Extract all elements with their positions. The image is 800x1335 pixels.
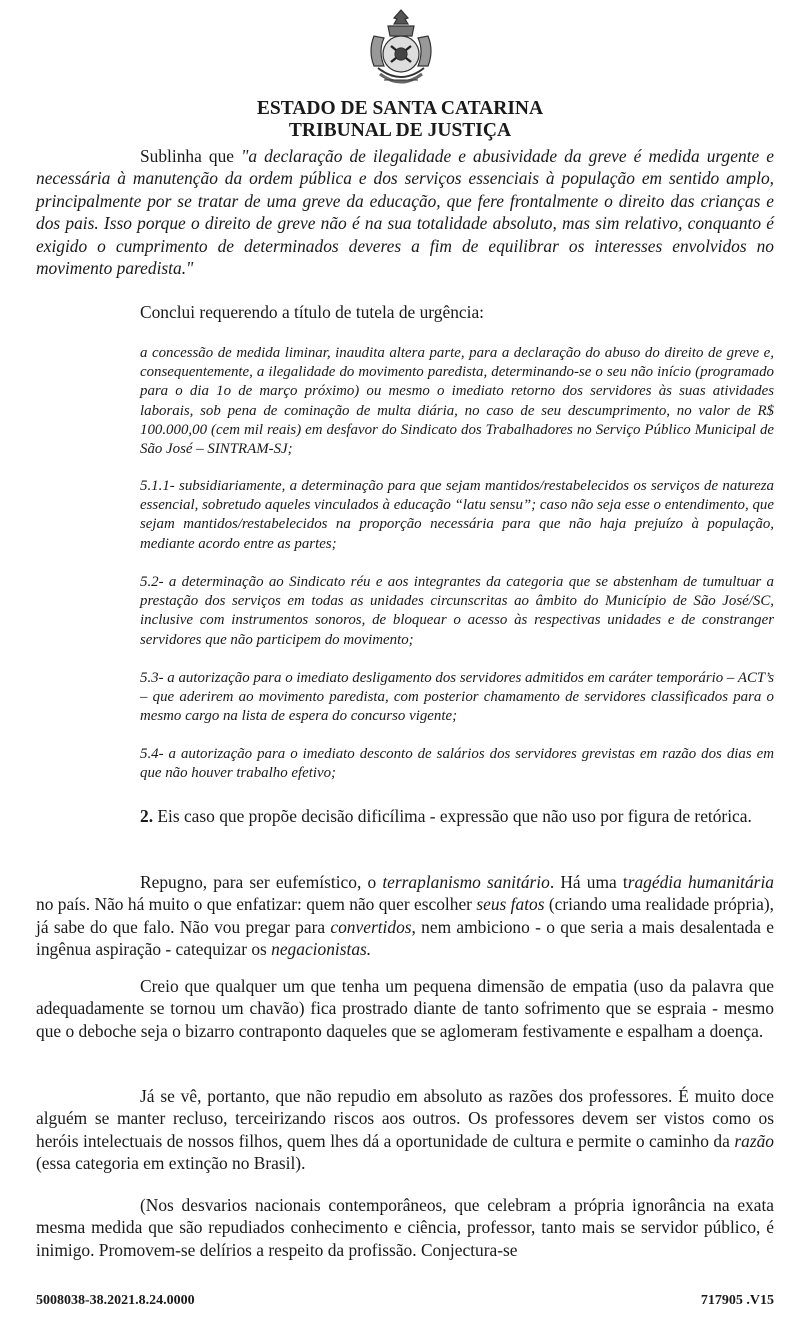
- paragraph-6: [36, 1085, 774, 1175]
- quote-item-2: 5.1.1- subsidiariamente, a determinação para que sejam mantidos/restabelecidos os serviços de natureza essencial, sobretudo aqueles vinculados à educação “latu sensu”; caso não seja esse o entendimento, que sejam mantidos/restabelecidos na proporção necessária para que não haja prejuízo à população, mediante acordo entre as partes;: [140, 478, 774, 552]
- paragraph-4-part-d: ragédia humanitária: [627, 872, 774, 892]
- paragraph-4: [36, 871, 774, 961]
- paragraph-4-part-h: convertidos: [330, 916, 412, 937]
- paragraph-4-part-f: seus fatos: [476, 894, 545, 915]
- paragraph-1-quote: "a declaração de ilegalidade e abusividade da greve é medida urgente e necessária à manutenção da ordem pública e dos serviços essenciais à população em sentido amplo, principalmente por se tratar de uma greve da educação, que fere frontalmente o direito das crianças e dos pais. Isso porque o direito de greve não é na sua totalidade absoluto, mas sim relativo, conquanto é exigido o cumprimento de determinados deveres a fim de equilibrar os interesses envolvidos no movimento paredista.": [36, 146, 774, 279]
- paragraph-5: [36, 975, 774, 1042]
- paragraph-7: [36, 1194, 774, 1261]
- document-code: 717905 .V15: [700, 1293, 774, 1308]
- state-title: ESTADO DE SANTA CATARINA: [256, 98, 544, 119]
- paragraph-6-part-a: Já se vê, portanto, que não repudio em absoluto as razões dos professores. É muito doce alguém se manter recluso, terceirizando riscos aos outros. Os professores devem ser vistos como os heróis intelectuais de nossos filhos, quem lhes dá a oportunidade de cultura e permite o caminho da: [36, 1086, 774, 1151]
- paragraph-4-part-e: no país. Não há muito o que enfatizar: quem não quer escolher: [36, 894, 477, 915]
- paragraph-5-text: Creio que qualquer um que tenha um pequena dimensão de empatia (uso da palavra que adequadamente se tornou um chavão) fica prostrado diante de tanto sofrimento que se espraia - mesmo que o deboche seja o bizarro contraponto daqueles que se aglomeram festivamente e espalham a doença.: [36, 976, 774, 1041]
- paragraph-1-lead: Sublinha que: [140, 146, 242, 166]
- paragraph-4-part-g: (criando uma realidade própria), já sabe do que falo. Não vou pregar para: [36, 894, 774, 937]
- quote-item-5: 5.4- a autorização para o imediato desconto de salários dos servidores grevistas em razão dos dias em que não houver trabalho efetivo;: [140, 746, 774, 782]
- paragraph-7-text: (Nos desvarios nacionais contemporâneos, que celebram a própria ignorância na exata mesma medida que são repudiados conhecimento e ciência, professor, tanto mais se servidor público, é inimigo. Promovem-se delírios a respeito da profissão. Conjectura-se: [36, 1195, 774, 1260]
- paragraph-2: [36, 301, 774, 323]
- paragraph-4-part-c: . Há uma t: [549, 872, 628, 892]
- court-title: TRIBUNAL DE JUSTIÇA: [288, 120, 512, 141]
- section-number: 2.: [140, 806, 154, 826]
- paragraph-2-text: Conclui requerendo a título de tutela de urgência:: [140, 302, 484, 322]
- paragraph-1: [36, 145, 774, 279]
- paragraph-4-part-a: Repugno, para ser eufemístico, o: [140, 872, 383, 892]
- paragraph-6-part-b: razão: [734, 1130, 774, 1151]
- paragraph-3: [36, 805, 774, 827]
- process-number: 5008038-38.2021.8.24.0000: [36, 1293, 195, 1308]
- quote-item-1: a concessão de medida liminar, inaudita altera parte, para a declaração do abuso do direito de greve e, consequentemente, a ilegalidade do movimento paredista, determinando-se o seu não início (programado para o dia 1o de março próximo) ou mesmo o imediato retorno dos servidores às suas atividades laborais, sob pena de cominação de multa diária, no caso de seu descumprimento, no valor de R$ 100.000,00 (cem mil reais) em desfavor do Sindicato dos Trabalhadores no Serviço Público Municipal de São José – SINTRAM-SJ;: [140, 345, 774, 458]
- paragraph-4-part-j: negacionistas.: [271, 939, 372, 960]
- quote-item-3: 5.2- a determinação ao Sindicato réu e aos integrantes da categoria que se abstenham de tumultuar a prestação dos serviços em todas as unidades circunscritas ao âmbito do Município de São José/SC, inclusive com instrumentos sonoros, de bloquear o acesso às respectivas unidades e de constranger servidores que não participem do movimento;: [140, 574, 774, 648]
- quote-item-4: 5.3- a autorização para o imediato desligamento dos servidores admitidos em caráter temporário – ACT’s – que aderirem ao movimento paredista, com posterior chamamento de servidores classificados para o mesmo cargo na lista de espera do concurso vigente;: [140, 670, 774, 725]
- coat-of-arms-icon: [364, 6, 438, 96]
- paragraph-6-part-c: (essa categoria em extinção no Brasil).: [36, 1153, 306, 1174]
- paragraph-3-text: Eis caso que propõe decisão dificílima - expressão que não uso por figura de retórica.: [153, 806, 752, 826]
- paragraph-4-part-i: , nem ambiciono - o que seria a mais desalentada e ingênua aspiração - catequizar os: [36, 916, 774, 960]
- paragraph-4-part-b: terraplanismo sanitário: [382, 872, 550, 892]
